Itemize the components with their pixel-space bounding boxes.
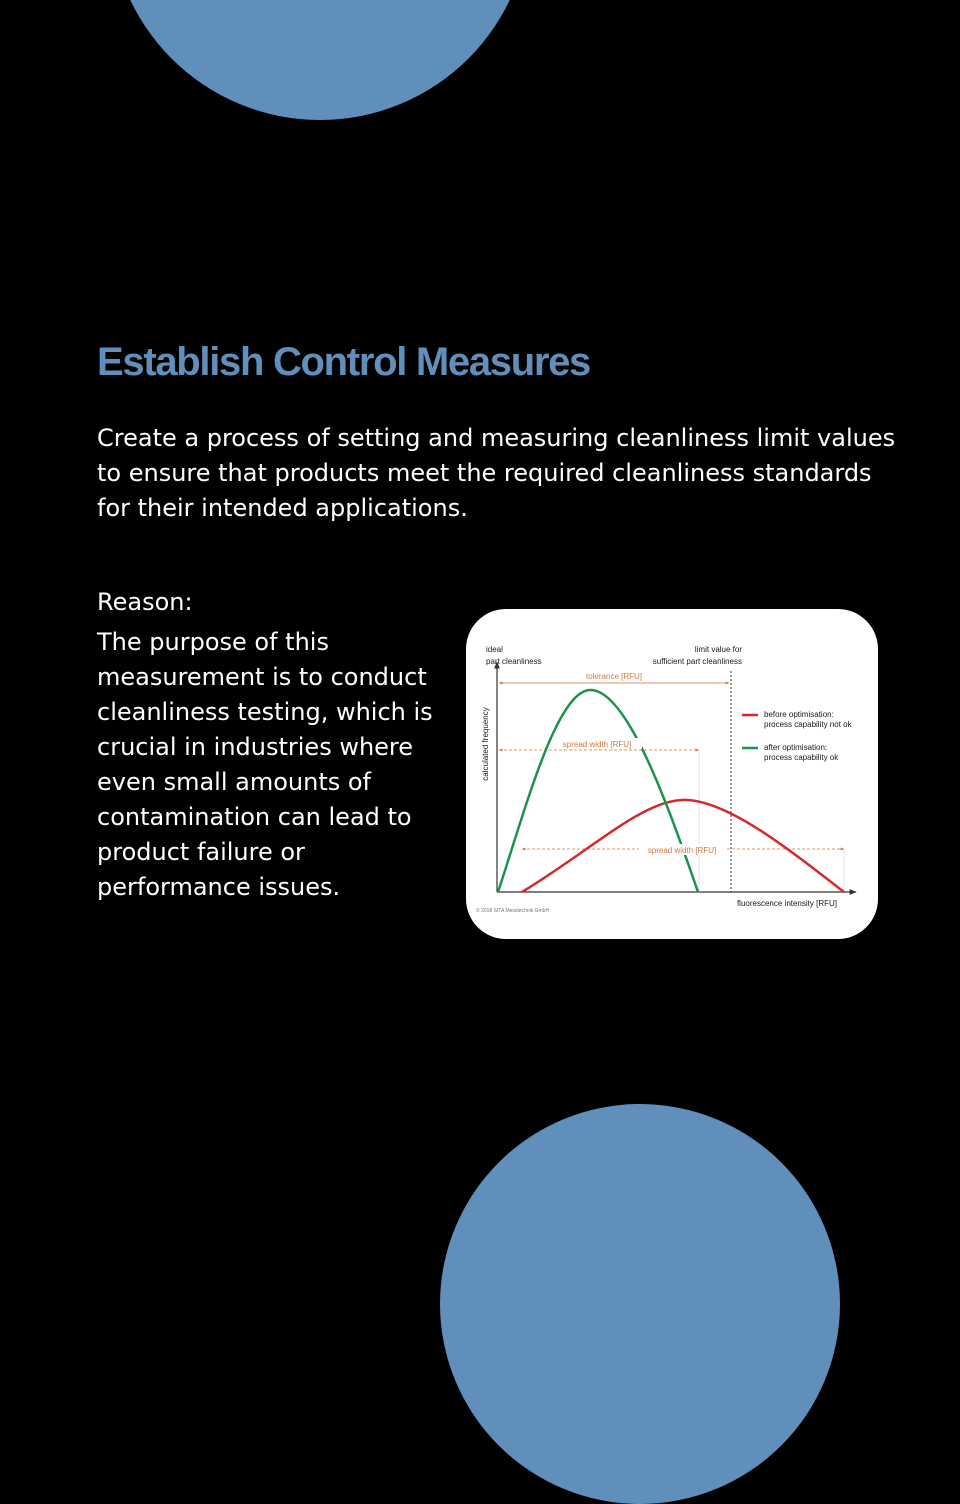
intro-paragraph: Create a process of setting and measuring cleanliness limit values to ensure that products meet the required cleanliness standards for their intended applications. <box>97 424 896 522</box>
copyright-notice: © 2018 SITA Messtechnik GmbH <box>476 908 550 914</box>
reason-paragraph: The purpose of this measurement is to conduct cleanliness testing, which is crucial in industries where even small amounts of contamination can lead to product failure or performance issues. <box>97 628 433 901</box>
process-capability-diagram <box>466 609 878 939</box>
y-axis-label: calculated frequency <box>481 707 490 781</box>
reason-heading: Reason: <box>97 588 193 616</box>
tolerance-label: tolerance [RFU] <box>585 672 643 681</box>
decorative-circle-bottom <box>440 1104 840 1504</box>
part-cleanliness-label: part cleanliness <box>486 657 542 666</box>
legend-after-line1: after optimisation: <box>764 743 828 752</box>
legend-before-line1: before optimisation: <box>764 710 834 719</box>
figure-card <box>466 609 878 939</box>
spread-width-label-lower: spread width [RFU] <box>647 846 717 855</box>
sufficient-cleanliness-label: sufficient part cleanliness <box>652 657 742 666</box>
after-optimisation-curve <box>498 690 698 892</box>
spread-width-label-upper: spread width [RFU] <box>562 740 632 749</box>
decorative-circle-top <box>110 0 530 120</box>
page-title: Establish Control Measures <box>97 340 590 384</box>
x-axis-label: fluorescence intensity [RFU] <box>736 899 837 908</box>
ideal-label: ideal <box>486 645 503 654</box>
legend-before-line2: process capability not ok <box>764 720 852 729</box>
limit-value-label: limit value for <box>694 645 742 654</box>
legend-after-line2: process capability ok <box>764 753 839 762</box>
